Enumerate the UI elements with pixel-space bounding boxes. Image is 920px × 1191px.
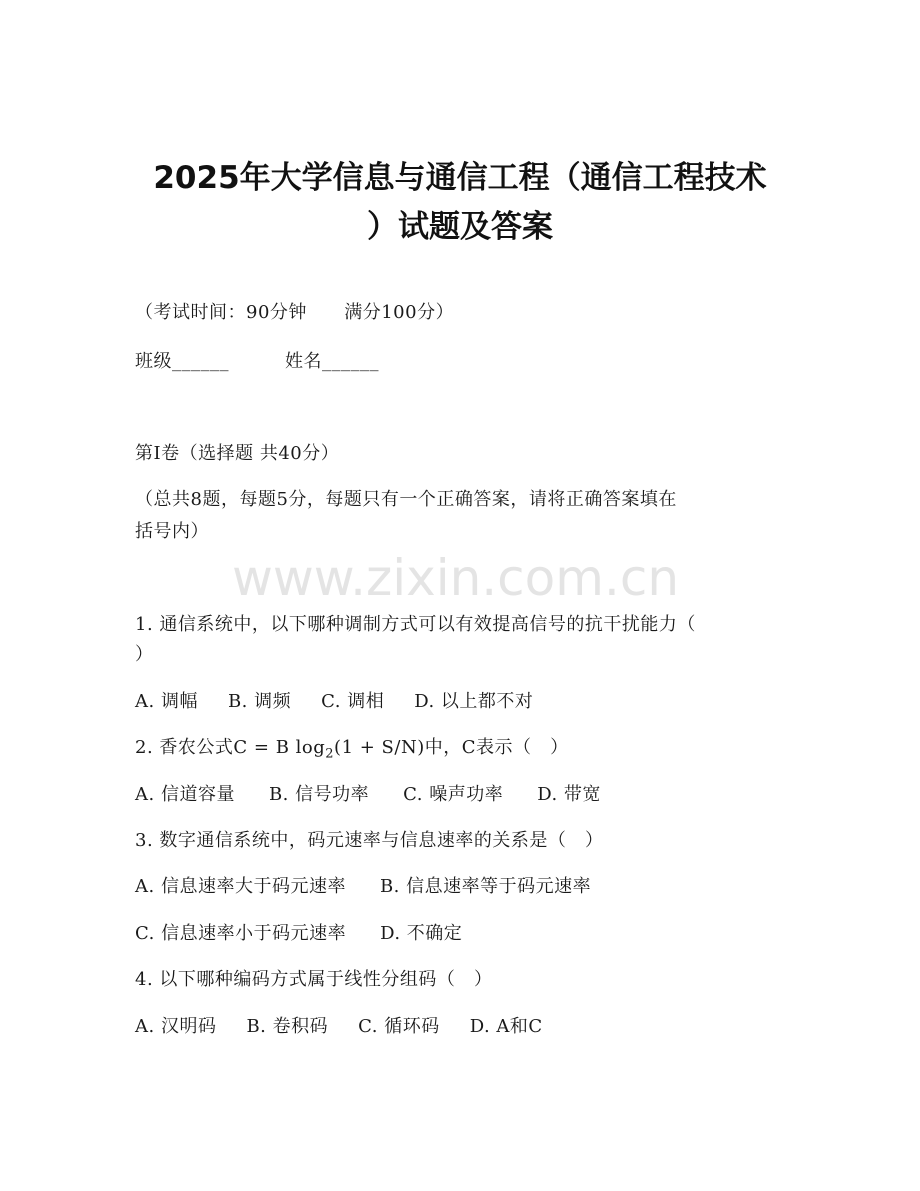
question-2-option-c: C. 噪声功率 <box>403 784 504 805</box>
section-title: 第I卷（选择题 共40分） <box>135 443 340 464</box>
question-2-stem-prefix: 2. 香农公式C = B log <box>135 737 326 758</box>
instructions-line-2: 括号内） <box>135 521 209 542</box>
question-3-option-c: C. 信息速率小于码元速率 <box>135 923 347 944</box>
question-3-options-row-1 <box>135 874 591 900</box>
question-1-options <box>135 689 533 715</box>
question-2-option-d: D. 带宽 <box>537 784 601 805</box>
question-4-option-b: B. 卷积码 <box>246 1016 329 1037</box>
question-4-options <box>135 1014 543 1040</box>
question-4-option-c: C. 循环码 <box>358 1016 440 1037</box>
watermark: www.zixin.com.cn <box>232 549 680 607</box>
question-4-option-a: A. 汉明码 <box>135 1016 217 1037</box>
exam-title-line-2: ）试题及答案 <box>367 209 553 245</box>
question-3-options-row-2 <box>135 921 462 947</box>
question-3-option-b: B. 信息速率等于码元速率 <box>379 876 592 897</box>
student-fields <box>135 349 379 375</box>
name-field-label: 姓名______ <box>285 351 379 372</box>
question-2-log-base: 2 <box>325 746 335 762</box>
instructions-line-1: （总共8题，每题5分，每题只有一个正确答案，请将正确答案填在 <box>135 489 677 510</box>
question-4-option-d: D. A和C <box>469 1016 543 1037</box>
question-2-stem <box>135 735 569 768</box>
question-3-option-a: A. 信息速率大于码元速率 <box>135 876 346 897</box>
exam-title-line-1: 2025年大学信息与通信工程（通信工程技术 <box>153 160 767 196</box>
question-2-options <box>135 782 601 808</box>
exam-info: （考试时间：90分钟 满分100分） <box>135 302 455 323</box>
question-2-stem-suffix: (1 + S/N)中，C表示（ ） <box>334 737 569 758</box>
question-1-option-c: C. 调相 <box>321 691 385 712</box>
question-4-stem: 4. 以下哪种编码方式属于线性分组码（ ） <box>135 969 493 990</box>
class-field-label: 班级______ <box>135 351 229 372</box>
question-1-stem-line-2: ） <box>135 644 154 665</box>
question-1-option-d: D. 以上都不对 <box>414 691 534 712</box>
question-3-stem: 3. 数字通信系统中，码元速率与信息速率的关系是（ ） <box>135 830 604 851</box>
question-3-option-d: D. 不确定 <box>380 923 463 944</box>
question-1-option-b: B. 调频 <box>227 691 292 712</box>
question-1-option-a: A. 调幅 <box>135 691 198 712</box>
question-1-stem-line-1: 1. 通信系统中，以下哪种调制方式可以有效提高信号的抗干扰能力（ <box>135 614 696 635</box>
question-2-option-b: B. 信号功率 <box>268 784 370 805</box>
question-2-option-a: A. 信道容量 <box>135 784 235 805</box>
